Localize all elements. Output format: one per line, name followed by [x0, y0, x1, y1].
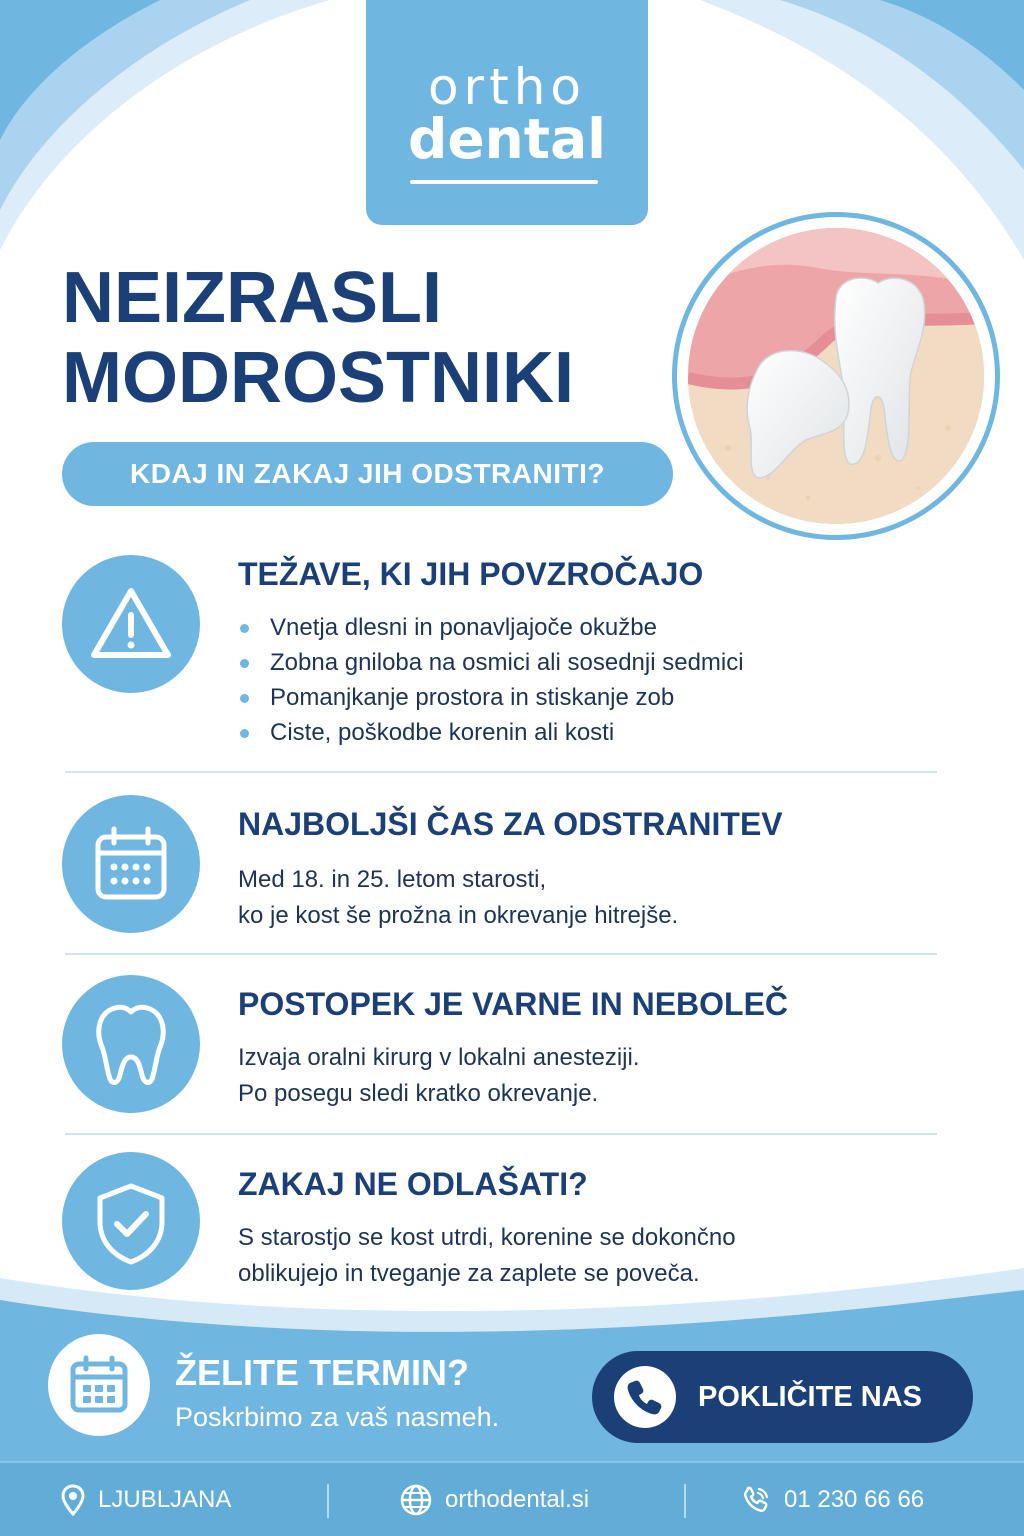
tooth-icon [62, 975, 200, 1113]
shield-check-icon [62, 1152, 200, 1290]
call-us-button[interactable] [592, 1351, 973, 1443]
list-item: Ciste, poškodbe korenin ali kosti [238, 715, 744, 750]
text-line: S starostjo se kost utrdi, korenine se dokončno [238, 1224, 736, 1251]
call-us-label: POKLIČITE NAS [698, 1381, 922, 1413]
calendar-icon [48, 1334, 150, 1436]
logo-dental-text: dental [407, 107, 607, 171]
cta-title: ŽELITE TERMIN? [175, 1352, 469, 1393]
section-text [238, 1220, 736, 1292]
text-line: Po posegu sledi kratko okrevanje. [238, 1080, 599, 1107]
footer-website-text: orthodental.si [445, 1486, 590, 1513]
list-item: Vnetja dlesni in ponavljajoče okužbe [238, 610, 744, 645]
footer-website[interactable] [399, 1478, 589, 1522]
section-title: POSTOPEK JE VARNE IN NEBOLEČ [238, 986, 789, 1022]
calendar-icon [62, 795, 200, 933]
divider [65, 771, 937, 773]
divider [65, 1133, 937, 1135]
phone-icon [740, 1484, 772, 1516]
text-line: Med 18. in 25. letom starosti, [238, 866, 547, 893]
section-text [238, 862, 678, 934]
list-item: Zobna gniloba na osmici ali sosednji sedmici [238, 645, 744, 680]
title-line-1: NEIZRASLI [62, 258, 443, 338]
logo [366, 0, 648, 225]
footer-phone-text: 01 230 66 66 [784, 1486, 925, 1513]
title-line-2: MODROSTNIKI [62, 338, 574, 418]
section-title: NAJBOLJŠI ČAS ZA ODSTRANITEV [238, 806, 783, 842]
section-title: TEŽAVE, KI JIH POVZROČAJO [238, 556, 704, 592]
divider [65, 953, 937, 955]
text-line: oblikujejo in tveganje za zaplete se poveča. [238, 1260, 700, 1287]
page-title [62, 258, 574, 418]
logo-underline [410, 180, 598, 184]
footer-divider [327, 1484, 329, 1518]
footer-divider [684, 1484, 686, 1518]
cta-subtitle: Poskrbimo za vaš nasmeh. [175, 1402, 500, 1432]
text-line: ko je kost še prožna in okrevanje hitrejše. [238, 902, 679, 929]
logo-ortho-text: ortho [427, 58, 587, 116]
warning-icon [62, 555, 200, 693]
footer-phone[interactable] [740, 1478, 924, 1522]
problems-list [238, 610, 744, 750]
subtitle-pill: KDAJ IN ZAKAJ JIH ODSTRANITI? [62, 442, 673, 506]
footer-location [60, 1478, 231, 1522]
wisdom-tooth-illustration [672, 212, 1000, 540]
phone-icon [614, 1366, 676, 1428]
section-title: ZAKAJ NE ODLAŠATI? [238, 1166, 588, 1202]
text-line: Izvaja oralni kirurg v lokalni anesteziji. [238, 1044, 640, 1071]
footer-location-text: LJUBLJANA [98, 1486, 232, 1513]
globe-icon [399, 1483, 433, 1517]
list-item: Pomanjkanje prostora in stiskanje zob [238, 680, 744, 715]
location-pin-icon [60, 1484, 86, 1516]
section-text [238, 1040, 640, 1112]
